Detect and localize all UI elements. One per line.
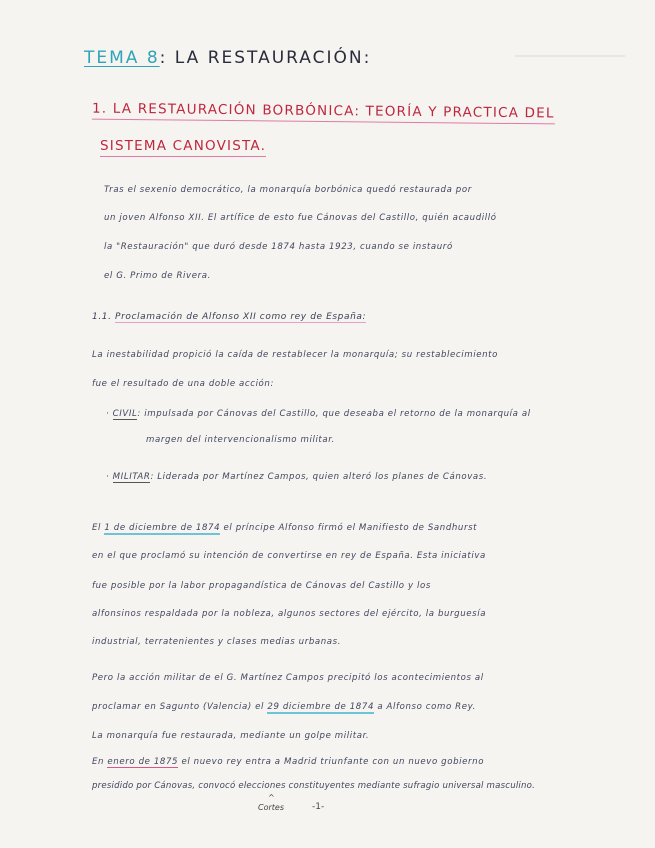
subsection-heading: 1.1. Proclamación de Alfonso XII como rey de España:: [92, 312, 367, 322]
title-text: LA RESTAURACIÓN:: [174, 48, 372, 68]
civil-line-2: margen del intervencionalismo militar.: [146, 435, 335, 445]
p2-line-5: industrial, terratenientes y clases medias urbanas.: [92, 637, 342, 647]
inserted-word: Cortes: [258, 803, 284, 812]
militar-label: MILITAR: [112, 472, 151, 482]
intro-line-3: la "Restauración" que duró desde 1874 hasta 1923, cuando se instauró: [104, 242, 453, 252]
p3-line-3: La monarquía fue restaurada, mediante un golpe militar.: [92, 731, 370, 741]
date-enero-1875: enero de 1875: [107, 757, 179, 767]
section-heading-line1: 1. LA RESTAURACIÓN BORBÓNICA: TEORÍA Y PRACTICA DEL: [92, 101, 555, 122]
p2-line-1: El 1 de diciembre de 1874 el príncipe Alfonso firmó el Manifiesto de Sandhurst: [92, 523, 478, 533]
page-title: [84, 48, 371, 68]
militar-line: · MILITAR: Liderada por Martínez Campos, quien alteró los planes de Cánovas.: [106, 472, 488, 482]
p3-line-2: proclamar en Sagunto (Valencia) el 29 diciembre de 1874 a Alfonso como Rey.: [92, 702, 476, 712]
p4-line-2: presidido por Cánovas, convocó elecciones constituyentes mediante sufragio universal masculino.: [92, 781, 536, 791]
page-number: -1-: [312, 802, 325, 812]
section-heading-line2: SISTEMA CANOVISTA.: [100, 138, 266, 154]
intro-line-4: el G. Primo de Rivera.: [104, 271, 211, 281]
bleed-through: [515, 55, 625, 137]
civil-line-1: · CIVIL: impulsada por Cánovas del Castillo, que deseaba el retorno de la monarquía al: [106, 409, 531, 419]
p1-line-2: fue el resultado de una doble acción:: [92, 379, 274, 389]
title-colon: :: [159, 48, 175, 68]
date-1-dic-1874: 1 de diciembre de 1874: [104, 523, 221, 533]
date-29-dic-1874: 29 diciembre de 1874: [267, 702, 375, 712]
intro-line-1: Tras el sexenio democrático, la monarquía borbónica quedó restaurada por: [104, 185, 472, 195]
p2-line-4: alfonsinos respaldada por la nobleza, algunos sectores del ejército, la burguesía: [92, 609, 487, 619]
p1-line-1: La inestabilidad propició la caída de restablecer la monarquía; su restablecimiento: [92, 350, 498, 360]
civil-label: CIVIL: [112, 409, 138, 419]
intro-line-2: un joven Alfonso XII. El artífice de esto fue Cánovas del Castillo, quién acaudilló: [104, 213, 497, 223]
p4-line-1: En enero de 1875 el nuevo rey entra a Madrid triunfante con un nuevo gobierno: [92, 757, 485, 767]
title-tema: TEMA 8: [84, 48, 160, 68]
p2-line-2: en el que proclamó su intención de convertirse en rey de España. Esta iniciativa: [92, 551, 486, 561]
p3-line-1: Pero la acción militar de el G. Martínez Campos precipitó los acontecimientos al: [92, 673, 484, 683]
insertion-caret: ^: [268, 793, 275, 802]
p2-line-3: fue posible por la labor propagandística de Cánovas del Castillo y los: [92, 581, 431, 591]
